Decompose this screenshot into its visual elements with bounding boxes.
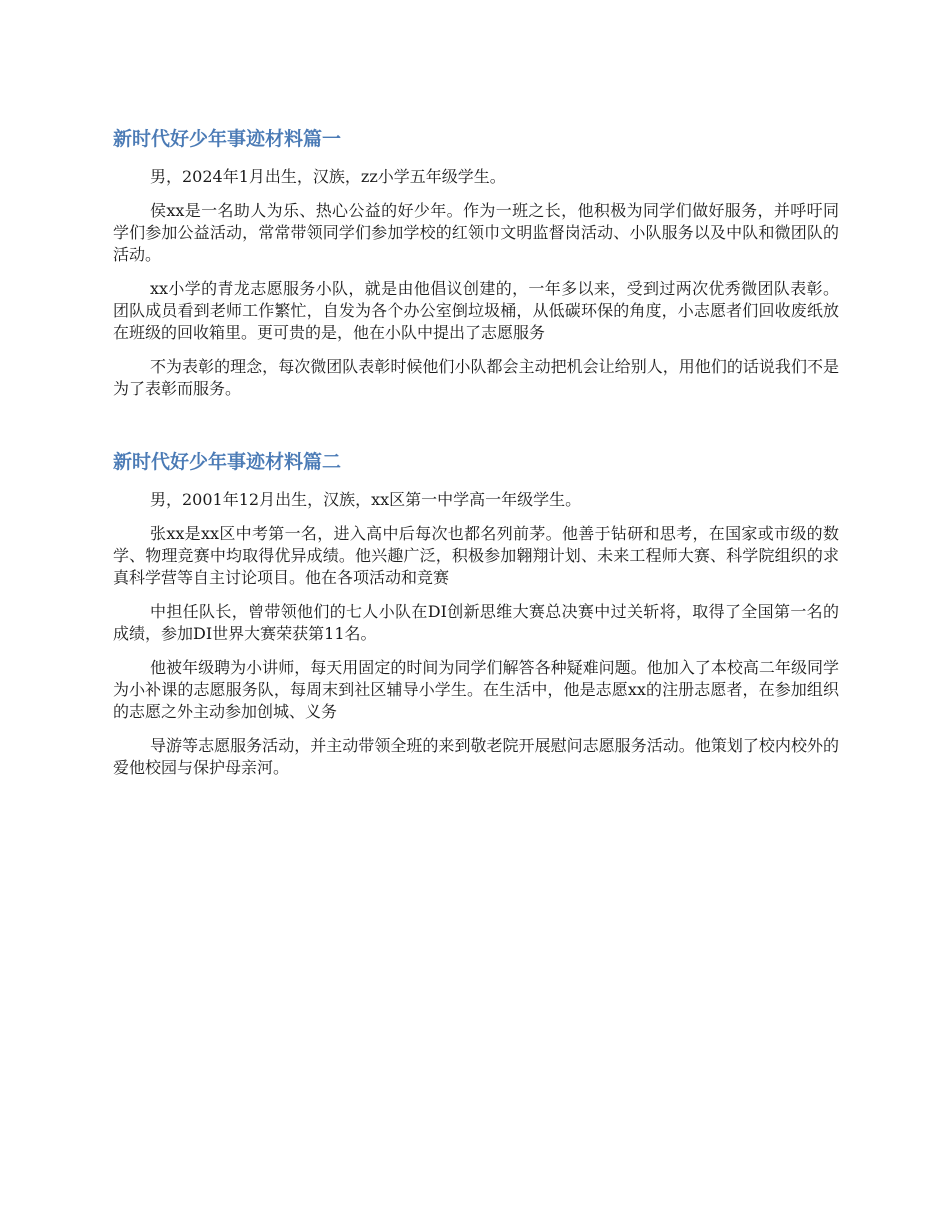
section-1	[113, 124, 839, 400]
paragraph: 侯xx是一名助人为乐、热心公益的好少年。作为一班之长，他积极为同学们做好服务，并呼吁同学们参加公益活动，常常带领同学们参加学校的红领巾文明监督岗活动、小队服务以及中队和微团队的活动。	[113, 201, 839, 264]
paragraph: 他被年级聘为小讲师，每天用固定的时间为同学们解答各种疑难问题。他加入了本校高二年级同学为小补课的志愿服务队，每周末到社区辅导小学生。在生活中，他是志愿xx的注册志愿者，在参加组织的志愿之外主动参加创城、义务	[113, 658, 839, 721]
document-body	[113, 124, 839, 791]
paragraph: 男，2024年1月出生，汉族，zz小学五年级学生。	[150, 167, 506, 186]
paragraph: 不为表彰的理念，每次微团队表彰时候他们小队都会主动把机会让给别人，用他们的话说我们不是为了表彰而服务。	[113, 357, 839, 398]
paragraph: xx小学的青龙志愿服务小队，就是由他倡议创建的，一年多以来，受到过两次优秀微团队表彰。团队成员看到老师工作繁忙，自发为各个办公室倒垃圾桶，从低碳环保的角度，小志愿者们回收废纸放在班级的回收箱里。更可贵的是，他在小队中提出了志愿服务	[113, 279, 839, 342]
section-heading: 新时代好少年事迹材料篇一	[113, 128, 342, 150]
paragraph: 导游等志愿服务活动，并主动带领全班的来到敬老院开展慰问志愿服务活动。他策划了校内校外的爱他校园与保护母亲河。	[113, 736, 839, 777]
section-2	[113, 447, 839, 779]
paragraph: 中担任队长，曾带领他们的七人小队在DI创新思维大赛总决赛中过关斩将，取得了全国第一名的成绩，参加DI世界大赛荣获第11名。	[113, 602, 839, 643]
paragraph: 男，2001年12月出生，汉族，xx区第一中学高一年级学生。	[150, 490, 582, 509]
section-heading: 新时代好少年事迹材料篇二	[113, 451, 342, 473]
paragraph: 张xx是xx区中考第一名，进入高中后每次也都名列前茅。他善于钻研和思考，在国家或市级的数学、物理竞赛中均取得优异成绩。他兴趣广泛，积极参加翱翔计划、未来工程师大赛、科学院组织的求真科学营等自主讨论项目。他在各项活动和竞赛	[113, 524, 839, 587]
